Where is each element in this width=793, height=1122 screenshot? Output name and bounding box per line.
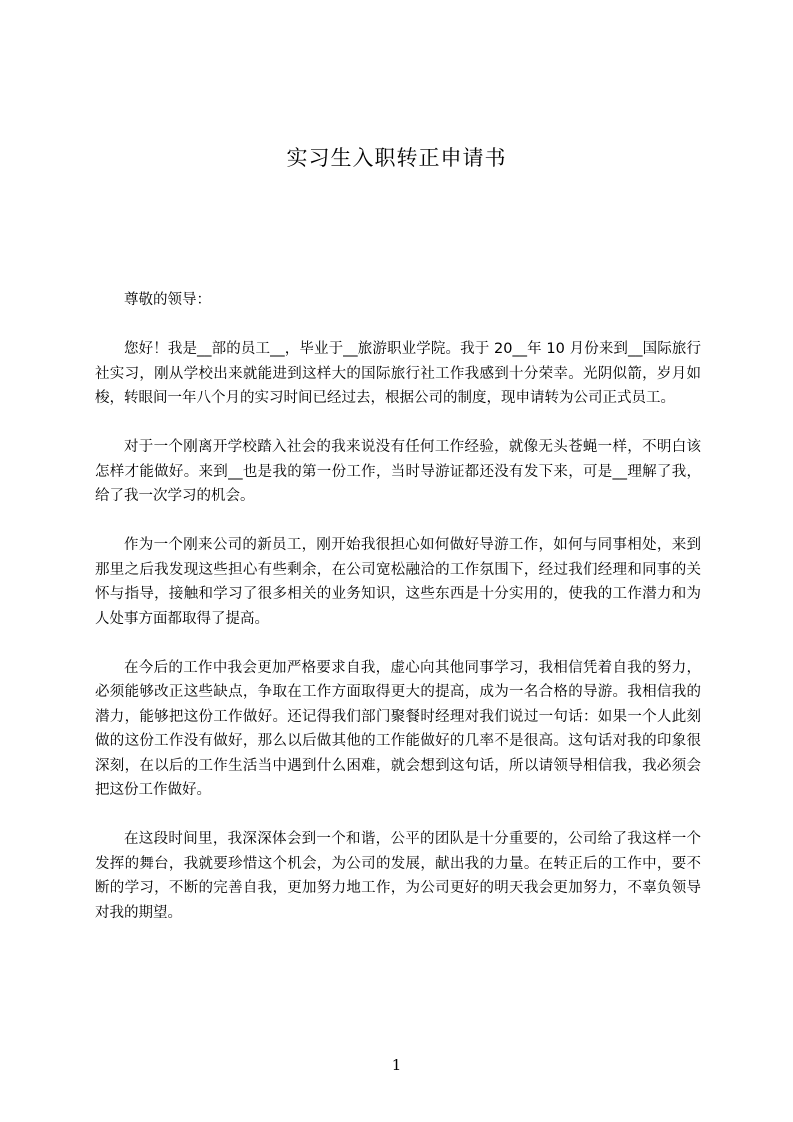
page-number: 1 <box>391 1056 402 1074</box>
document-body <box>95 288 701 950</box>
paragraph-first-job: 对于一个刚离开学校踏入社会的我来说没有任何工作经验，就像无头苍蝇一样，不明白该怎样才能做好。来到__也是我的第一份工作，当时导游证都还没有发下来，可是__理解了我，给了我一次学习的机会。 <box>95 439 701 504</box>
paragraph-new-employee: 作为一个刚来公司的新员工，刚开始我很担心如何做好导游工作，如何与同事相处，来到那里之后我发现这些担心有些剩余，在公司宽松融洽的工作氛围下，经过我们经理和同事的关怀与指导，接触和学习了很多相关的业务知识，这些东西是十分实用的，使我的工作潜力和为人处事方面都取得了提高。 <box>95 537 701 627</box>
document-title: 实习生入职转正申请书 <box>286 146 507 170</box>
paragraph-future-work: 在今后的工作中我会更加严格要求自我，虚心向其他同事学习，我相信凭着自我的努力，必须能够改正这些缺点，争取在工作方面取得更大的提高，成为一名合格的导游。我相信我的潜力，能够把这份工作做好。还记得我们部门聚餐时经理对我们说过一句话：如果一个人此刻做的这份工作没有做好，那么以后做其他的工作能做好的几率不是很高。这句话对我的印象很深刻，在以后的工作生活当中遇到什么困难，就会想到这句话，所以请领导相信我，我必须会把这份工作做好。 <box>95 659 701 798</box>
salutation: 尊敬的领导： <box>124 292 211 308</box>
paragraph-introduction: 您好！我是__部的员工__，毕业于__旅游职业学院。我于 20__年 10 月份来到__国际旅行社实习，刚从学校出来就能进到这样大的国际旅行社工作我感到十分荣幸。光阴似箭，岁月如梭，转眼间一年八个月的实习时间已经过去，根据公司的制度，现申请转为公司正式员工。 <box>95 341 701 406</box>
paragraph-closing: 在这段时间里，我深深体会到一个和谐，公平的团队是十分重要的，公司给了我这样一个发挥的舞台，我就要珍惜这个机会，为公司的发展，献出我的力量。在转正后的工作中，要不断的学习，不断的完善自我，更加努力地工作，为公司更好的明天我会更加努力，不辜负领导对我的期望。 <box>95 831 701 921</box>
